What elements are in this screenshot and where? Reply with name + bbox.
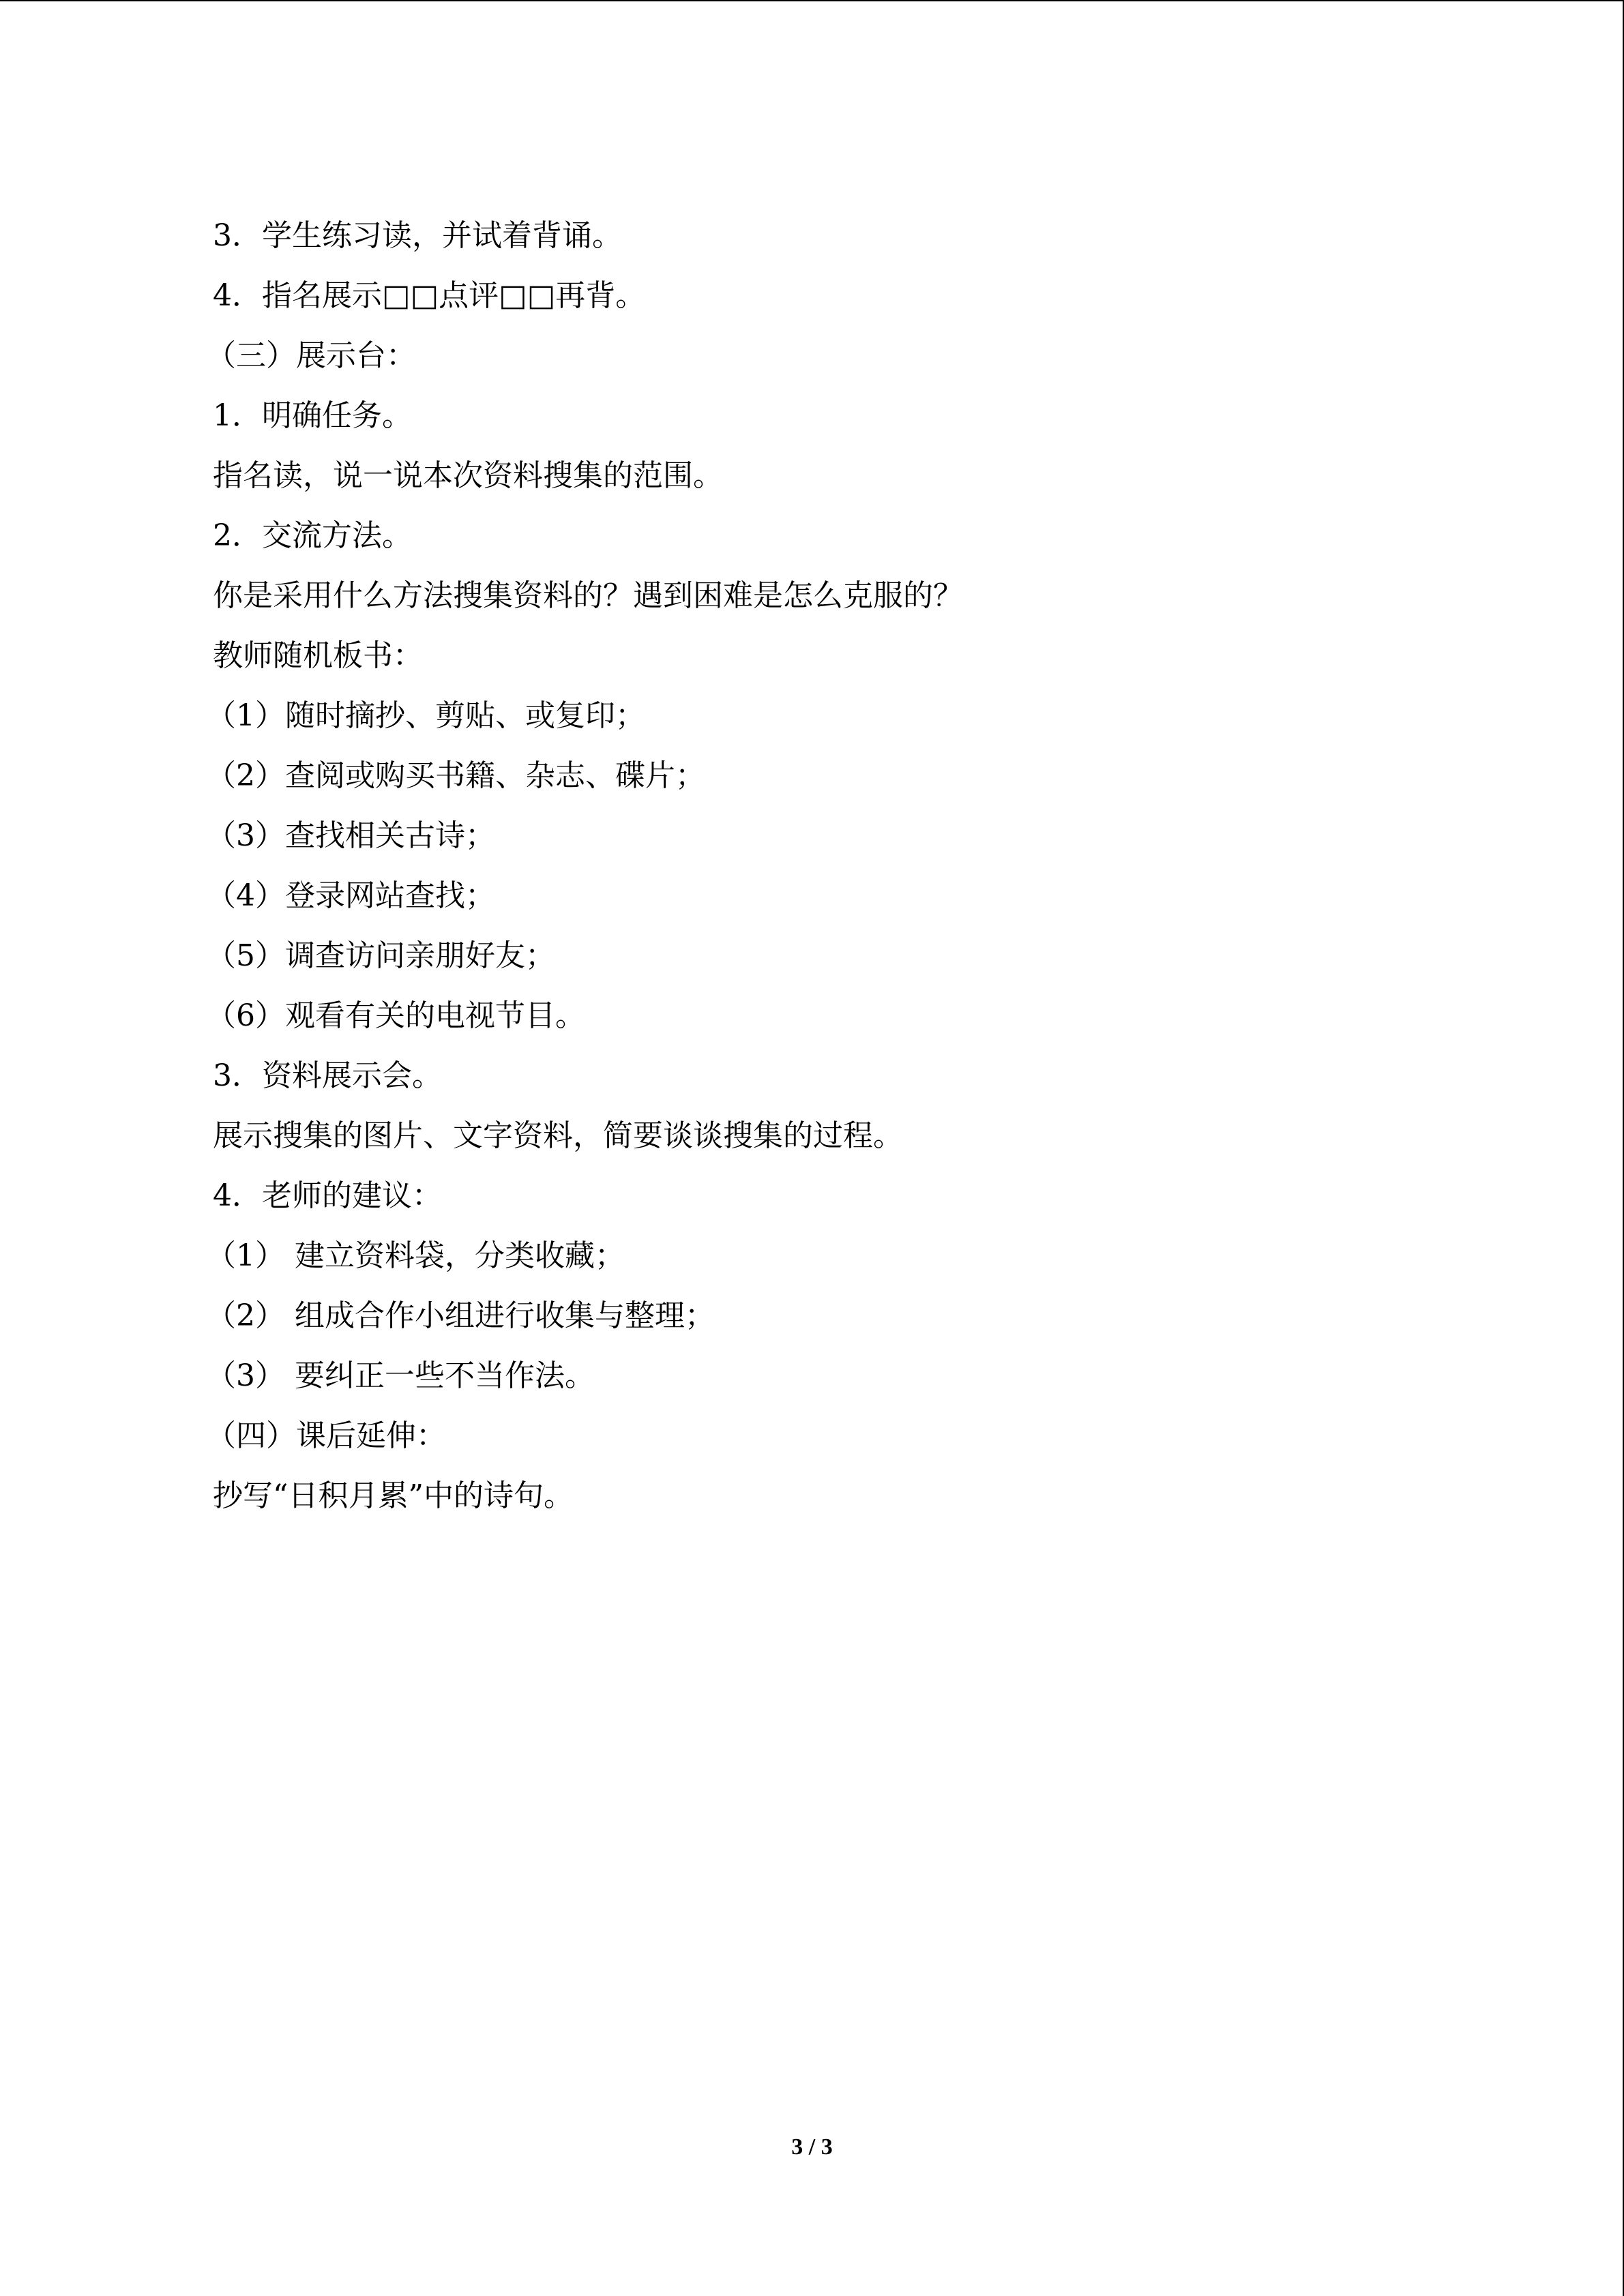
text-line: 2．交流方法。 bbox=[213, 518, 412, 553]
document-body bbox=[206, 213, 1413, 1533]
page-number: 3 / 3 bbox=[791, 2134, 833, 2160]
section-heading: （四）课后延伸： bbox=[206, 1418, 446, 1453]
text-line: 抄写“日积月累”中的诗句。 bbox=[213, 1478, 574, 1513]
section-heading: （三）展示台： bbox=[206, 338, 416, 373]
list-item: （4）登录网站查找； bbox=[206, 878, 495, 913]
text-line: 你是采用什么方法搜集资料的？遇到困难是怎么克服的？ bbox=[213, 578, 963, 613]
text-line: 3．资料展示会。 bbox=[213, 1058, 442, 1093]
text-line: 4．指名展示□□点评□□再背。 bbox=[213, 278, 646, 313]
text-line: 1．明确任务。 bbox=[213, 398, 412, 433]
list-item: （2） 组成合作小组进行收集与整理； bbox=[206, 1298, 715, 1333]
list-item: （6）观看有关的电视节目。 bbox=[206, 998, 585, 1033]
list-item: （1） 建立资料袋，分类收藏； bbox=[206, 1238, 625, 1273]
text-line: 3．学生练习读，并试着背诵。 bbox=[213, 218, 622, 253]
text-line: 指名读，说一说本次资料搜集的范围。 bbox=[213, 458, 723, 493]
text-line: 教师随机板书： bbox=[213, 638, 423, 673]
text-line: 4．老师的建议： bbox=[213, 1178, 442, 1213]
list-item: （3）查找相关古诗； bbox=[206, 818, 495, 853]
list-item: （2）查阅或购买书籍、杂志、碟片； bbox=[206, 758, 705, 793]
list-item: （1）随时摘抄、剪贴、或复印； bbox=[206, 698, 645, 733]
text-line: 展示搜集的图片、文字资料，简要谈谈搜集的过程。 bbox=[213, 1118, 903, 1153]
list-item: （3） 要纠正一些不当作法。 bbox=[206, 1358, 595, 1393]
list-item: （5）调查访问亲朋好友； bbox=[206, 938, 555, 973]
